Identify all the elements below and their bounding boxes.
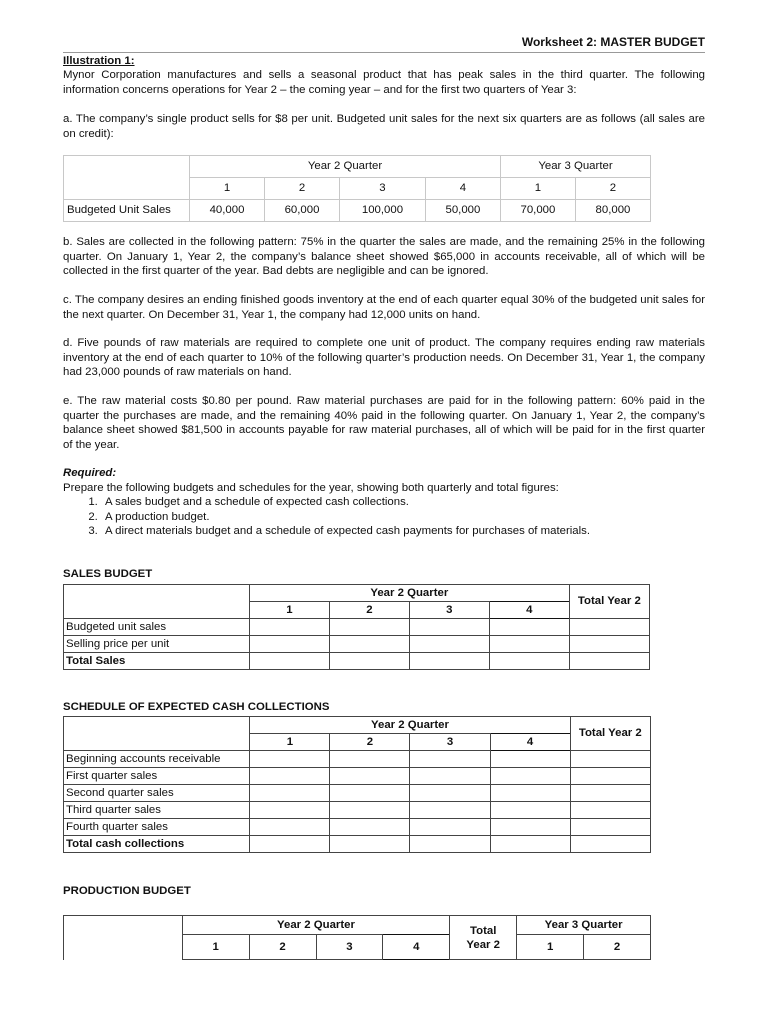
quarter-header: 2 <box>249 935 316 960</box>
production-budget-table <box>63 915 651 960</box>
unit-sales-value: 50,000 <box>425 200 500 222</box>
row-label: Total cash collections <box>64 836 250 853</box>
quarter-header: 4 <box>490 734 570 751</box>
worksheet-title: Worksheet 2: MASTER BUDGET <box>521 35 705 49</box>
required-item: 2. A production budget. <box>101 510 701 525</box>
quarter-header: 2 <box>584 935 651 960</box>
quarter-header: 1 <box>249 602 329 619</box>
header-rule <box>63 52 705 53</box>
quarter-header: 3 <box>410 734 490 751</box>
total-year2-header <box>450 916 517 960</box>
required-item: 1. A sales budget and a schedule of expected cash collections. <box>101 495 701 510</box>
sales-budget-table <box>63 584 650 670</box>
quarter-header: 4 <box>425 178 500 200</box>
row-label: Budgeted unit sales <box>64 619 250 636</box>
corner-cell <box>64 585 250 619</box>
year2-quarter-header: Year 2 Quarter <box>182 916 450 935</box>
year3-quarter-header: Year 3 Quarter <box>517 916 651 935</box>
illustration-heading: Illustration 1: <box>63 55 135 67</box>
row-label: Budgeted Unit Sales <box>64 200 190 222</box>
quarter-header: 4 <box>489 602 569 619</box>
required-list <box>63 495 701 539</box>
required-item: 3. A direct materials budget and a schedule of expected cash payments for purchases of materials. <box>101 524 701 539</box>
row-label: First quarter sales <box>64 768 250 785</box>
row-label: Total Sales <box>64 653 250 670</box>
unit-sales-value: 70,000 <box>500 200 575 222</box>
total-year2-header: Total Year 2 <box>570 717 650 751</box>
quarter-header: 2 <box>575 178 650 200</box>
quarter-header: 2 <box>265 178 340 200</box>
quarter-header: 3 <box>409 602 489 619</box>
quarter-header: 1 <box>182 935 249 960</box>
unit-sales-value: 40,000 <box>190 200 265 222</box>
row-label: Second quarter sales <box>64 785 250 802</box>
cash-collections-title: SCHEDULE OF EXPECTED CASH COLLECTIONS <box>63 701 330 713</box>
quarter-header: 3 <box>340 178 426 200</box>
paragraph-c: c. The company desires an ending finished goods inventory at the end of each quarter equal 30% of the budgeted unit sales for the next quarter. On December 31, Year 1, the company had 12,000 units on hand. <box>63 294 705 321</box>
cash-collections-table <box>63 716 651 853</box>
unit-sales-value: 100,000 <box>340 200 426 222</box>
intro-paragraph: Mynor Corporation manufactures and sells a seasonal product that has peak sales in the third quarter. The following information concerns operations for Year 2 – the coming year – and for the first two quarters of Year 3: <box>63 69 705 96</box>
row-label: Fourth quarter sales <box>64 819 250 836</box>
year2-quarter-header: Year 2 Quarter <box>250 717 570 734</box>
required-intro: Prepare the following budgets and schedules for the year, showing both quarterly and total figures: <box>63 482 559 494</box>
unit-sales-value: 60,000 <box>265 200 340 222</box>
required-heading: Required: <box>63 467 117 479</box>
row-label: Beginning accounts receivable <box>64 751 250 768</box>
quarter-header: 2 <box>330 734 410 751</box>
row-label: Selling price per unit <box>64 636 250 653</box>
year2-quarter-header: Year 2 Quarter <box>190 156 501 178</box>
quarter-header: 2 <box>329 602 409 619</box>
year3-quarter-header: Year 3 Quarter <box>500 156 650 178</box>
row-label: Third quarter sales <box>64 802 250 819</box>
paragraph-b: b. Sales are collected in the following pattern: 75% in the quarter the sales are made, and the remaining 25% in the following quarter. On January 1, Year 2, the company’s balance sheet showed $65,000 in accounts receivable, all of which will be collected in the first quarter of the year. Bad debts are negligible and can be ignored. <box>63 236 705 277</box>
quarter-header: 4 <box>383 935 450 960</box>
quarter-header: 1 <box>517 935 584 960</box>
quarter-header: 1 <box>190 178 265 200</box>
corner-cell <box>64 717 250 751</box>
paragraph-a: a. The company’s single product sells for $8 per unit. Budgeted unit sales for the next six quarters are as follows (all sales are on credit): <box>63 113 705 140</box>
corner-cell <box>64 156 190 200</box>
paragraph-e: e. The raw material costs $0.80 per pound. Raw material purchases are paid for in the following pattern: 60% paid in the quarter the purchases are made, and the remaining 40% paid in the following quarter. On January 1, Year 2, the company’s balance sheet showed $81,500 in accounts payable for raw material purchases, all of which will be paid for in the first quarter of the year. <box>63 395 705 451</box>
total-year2-header: Total Year 2 <box>569 585 649 619</box>
production-budget-title: PRODUCTION BUDGET <box>63 885 191 897</box>
quarter-header: 3 <box>316 935 383 960</box>
total-label-line1: Total <box>470 924 497 937</box>
corner-cell <box>64 916 183 960</box>
quarter-header: 1 <box>500 178 575 200</box>
year2-quarter-header: Year 2 Quarter <box>249 585 569 602</box>
unit-sales-value: 80,000 <box>575 200 650 222</box>
total-label-line2: Year 2 <box>466 938 500 951</box>
paragraph-d: d. Five pounds of raw materials are required to complete one unit of product. The company requires ending raw materials inventory at the end of each quarter to 10% of the following quarter’s production needs. On December 31, Year 1, the company had 23,000 pounds of raw materials on hand. <box>63 337 705 378</box>
quarter-header: 1 <box>250 734 330 751</box>
sales-budget-title: SALES BUDGET <box>63 568 153 580</box>
unit-sales-table <box>63 155 651 222</box>
